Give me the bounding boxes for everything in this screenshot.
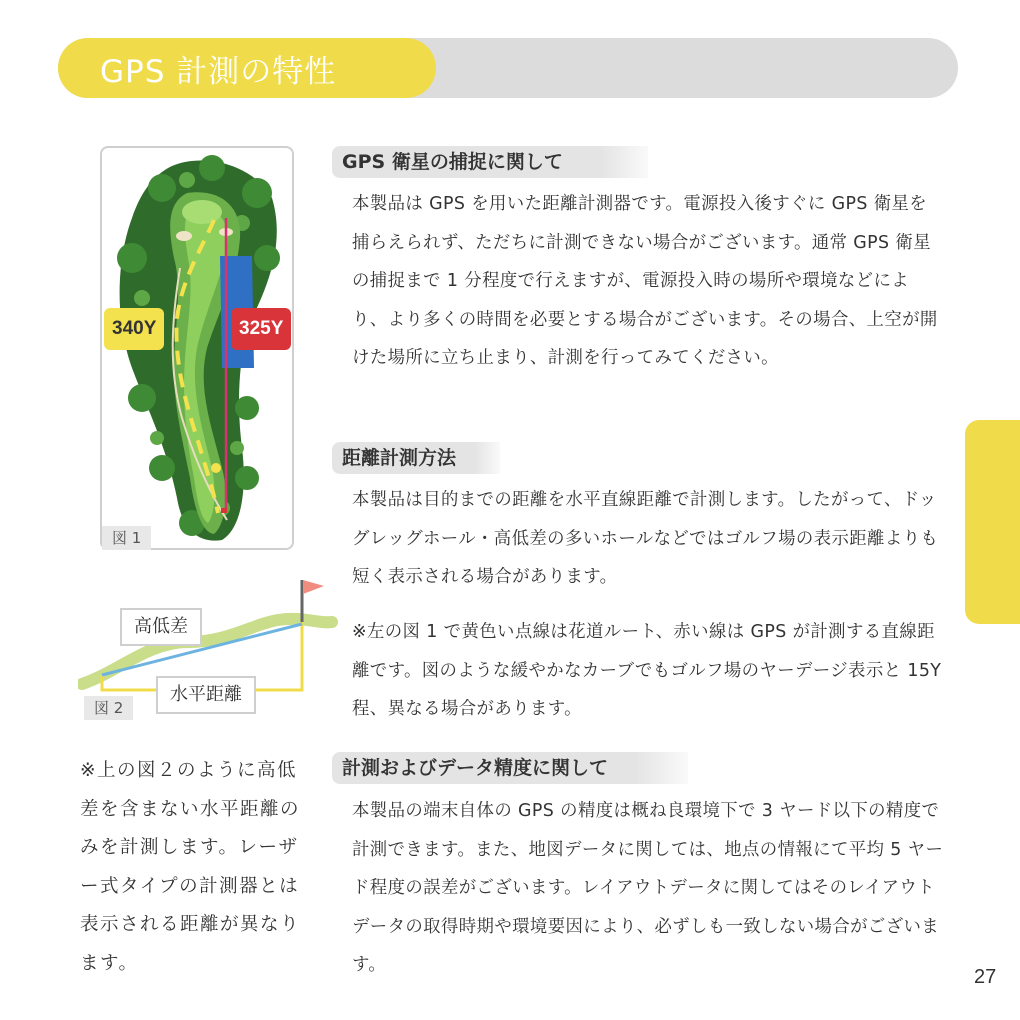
elevation-label: 高低差 bbox=[120, 608, 202, 646]
section-paragraph-gps-capture: 本製品は GPS を用いた距離計測器です。電源投入後すぐに GPS 衛星を捕らえられず、ただちに計測できない場合がございます。通常 GPS 衛星の捕捉まで 1 分程度で行えますが、電源投入時の場所や環境などにより、より多くの時間を必要とする場合がございます。その場合、上空が開けた場所に立ち止まり、計測を行ってみてください。 bbox=[352, 194, 938, 368]
section-paragraph-measure-method: 本製品は目的までの距離を水平直線距離で計測します。したがって、ドッグレッグホール・高低差の多いホールなどではゴルフ場の表示距離よりも短く表示される場合があります。 bbox=[352, 490, 939, 587]
tee-box bbox=[221, 508, 227, 513]
page-title: GPS 計測の特性 bbox=[100, 54, 337, 90]
side-index-tab bbox=[965, 420, 1020, 624]
section-note-measure-method: ※左の図 1 で黄色い点線は花道ルート、赤い線は GPS が計測する直線距離です。図のような緩やかなカーブでもゴルフ場のヤーデージ表示と 15Y 程、異なる場合があります。 bbox=[352, 622, 942, 719]
section-paragraph-data-accuracy: 本製品の端末自体の GPS の精度は概ね良環境下で 3 ヤード以下の精度で計測できます。また、地図データに関しては、地点の情報にて平均 5 ヤード程度の誤差がございます。レイアウトデータに関してはそのレイアウトデータの取得時期や環境要因により、必ずしも一致しない場合がございます。 bbox=[352, 801, 944, 975]
yardage-badge-straight: 325Y bbox=[231, 308, 291, 350]
section-heading-data-accuracy: 計測およびデータ精度に関して bbox=[332, 752, 688, 784]
left-note: ※上の図２のように高低差を含まない水平距離のみを計測します。レーザー式タイプの計測器とは表示される距離が異なります。 bbox=[80, 760, 301, 974]
figure2-label: 図 2 bbox=[84, 696, 133, 720]
green bbox=[182, 200, 222, 224]
figure1-label: 図 1 bbox=[102, 526, 151, 550]
bunker bbox=[176, 231, 192, 241]
flag-icon bbox=[303, 580, 324, 594]
yardage-badge-flower-route: 340Y bbox=[104, 308, 164, 350]
horizontal-distance-label: 水平距離 bbox=[156, 676, 256, 714]
page-number: 27 bbox=[974, 966, 997, 988]
tee-marker bbox=[211, 463, 221, 473]
section-heading-measure-method: 距離計測方法 bbox=[332, 442, 500, 474]
section-heading-gps-capture: GPS 衛星の捕捉に関して bbox=[332, 146, 648, 178]
